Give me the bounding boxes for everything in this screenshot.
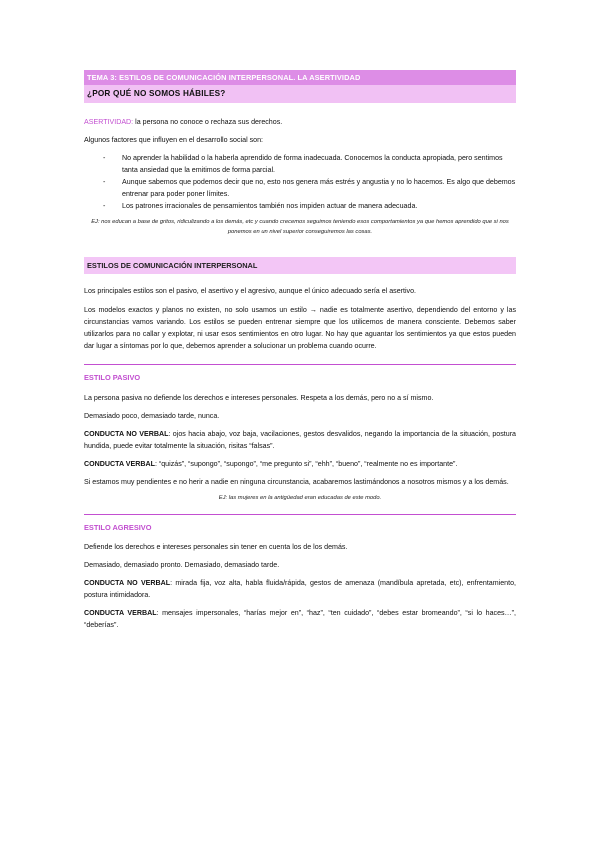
list-item: - Los patrones irracionales de pensamientos también nos impiden actuar de manera adecuada. bbox=[84, 200, 516, 212]
verbal-text: : “quizás”, “supongo”, “supongo”, “me pregunto si”, “ehh”, “bueno”, “realmente no es importante”. bbox=[154, 460, 458, 468]
pasivo-paragraph-2: Demasiado poco, demasiado tarde, nunca. bbox=[84, 412, 220, 420]
document-content bbox=[84, 70, 516, 631]
assertividad-text: la persona no conoce o rechaza sus derechos. bbox=[133, 118, 283, 126]
agresivo-nonverbal bbox=[84, 577, 516, 601]
section-heading-estilos: ESTILOS DE COMUNICACIÓN INTERPERSONAL bbox=[84, 257, 516, 274]
section-heading-agresivo: ESTILO AGRESIVO bbox=[84, 523, 152, 532]
verbal-text: : mensajes impersonales, “harías mejor en”, “haz”, “ten cuidado”, “debes estar bromeando”, “si lo haces…”, “deberías”. bbox=[84, 609, 516, 629]
estilos-paragraph-1: Los principales estilos son el pasivo, el asertivo y el agresivo, aunque el único adecuado sería el asertivo. bbox=[84, 287, 417, 295]
document-subtitle: ¿POR QUÉ NO SOMOS HÁBILES? bbox=[84, 85, 516, 103]
pasivo-nonverbal bbox=[84, 428, 516, 452]
factors-list bbox=[84, 152, 516, 212]
pasivo-paragraph-1: La persona pasiva no defiende los derechos e intereses personales. Respeta a los demás, pero no a sí mismo. bbox=[84, 394, 434, 402]
section-heading-pasivo: ESTILO PASIVO bbox=[84, 373, 141, 382]
section-divider bbox=[84, 514, 516, 515]
factors-intro: Algunos factores que influyen en el desarrollo social son: bbox=[84, 136, 264, 144]
verbal-label: CONDUCTA VERBAL bbox=[84, 460, 155, 468]
document-title: TEMA 3: ESTILOS DE COMUNICACIÓN INTERPERSONAL. LA ASERTIVIDAD bbox=[84, 70, 516, 85]
estilos-paragraph-2: Los modelos exactos y planos no existen, no solo usamos un estilo → nadie es totalmente asertivo, dependiendo del entorno y las circunstancias vamos variando. Los estilos se pueden entrenar siempre que los utilicemos de manera consciente. Debemos saber utilizarlos para no callar y explotar, ni usar esos sentimientos en otro lugar. No hay que aguantar los sentimientos ya que estos pueden dar lugar a síntomas por lo que, debemos aprender a solucionar un problema cuando ocurre. bbox=[84, 306, 516, 350]
agresivo-paragraph-1: Defiende los derechos e intereses personales sin tener en cuenta los de los demás. bbox=[84, 543, 348, 551]
example-text: EJ: nos educan a base de gritos, ridiculizando a los demás, etc y cuando crecemos seguimos teniendo esos comportamientos ya que hemos aprendido que si nos ponemos en un nivel superior conseguiremos las cosas. bbox=[91, 219, 509, 235]
pasivo-verbal bbox=[84, 458, 516, 470]
pasivo-paragraph-3: Si estamos muy pendientes e no herir a nadie en ninguna circunstancia, acabaremos lastimándonos a nosotros mismos y a los demás. bbox=[84, 478, 509, 486]
agresivo-paragraph-2: Demasiado, demasiado pronto. Demasiado, demasiado tarde. bbox=[84, 561, 280, 569]
section-divider bbox=[84, 364, 516, 365]
list-item: - Aunque sabemos que podemos decir que no, esto nos genera más estrés y angustia y no lo hacemos. Es algo que debemos entrenar para poder poner límites. bbox=[84, 176, 516, 200]
nonverbal-label: CONDUCTA NO VERBAL bbox=[84, 430, 169, 438]
nonverbal-text: : mirada fija, voz alta, habla fluida/rápida, gestos de amenaza (mandíbula apretada, etc), enfrentamiento, postura intimidadora. bbox=[84, 579, 517, 599]
nonverbal-label: CONDUCTA NO VERBAL bbox=[84, 579, 171, 587]
agresivo-verbal bbox=[84, 607, 516, 631]
assertividad-label: ASERTIVIDAD: bbox=[84, 118, 134, 126]
pasivo-example: EJ: las mujeres en la antigüedad eran educadas de este modo. bbox=[218, 495, 382, 501]
assertividad-definition bbox=[84, 116, 516, 128]
verbal-label: CONDUCTA VERBAL bbox=[84, 609, 157, 617]
nonverbal-text: : ojos hacia abajo, voz baja, vacilaciones, gestos desvalidos, negando la importancia de la situación, postura hundida, puede evitar totalmente la situación, risitas “falsas”. bbox=[84, 430, 517, 450]
list-item: - No aprender la habilidad o la haberla aprendido de forma inadecuada. Conocemos la conducta apropiada, pero sentimos tanta ansiedad que la emitimos de forma parcial. bbox=[84, 152, 516, 176]
